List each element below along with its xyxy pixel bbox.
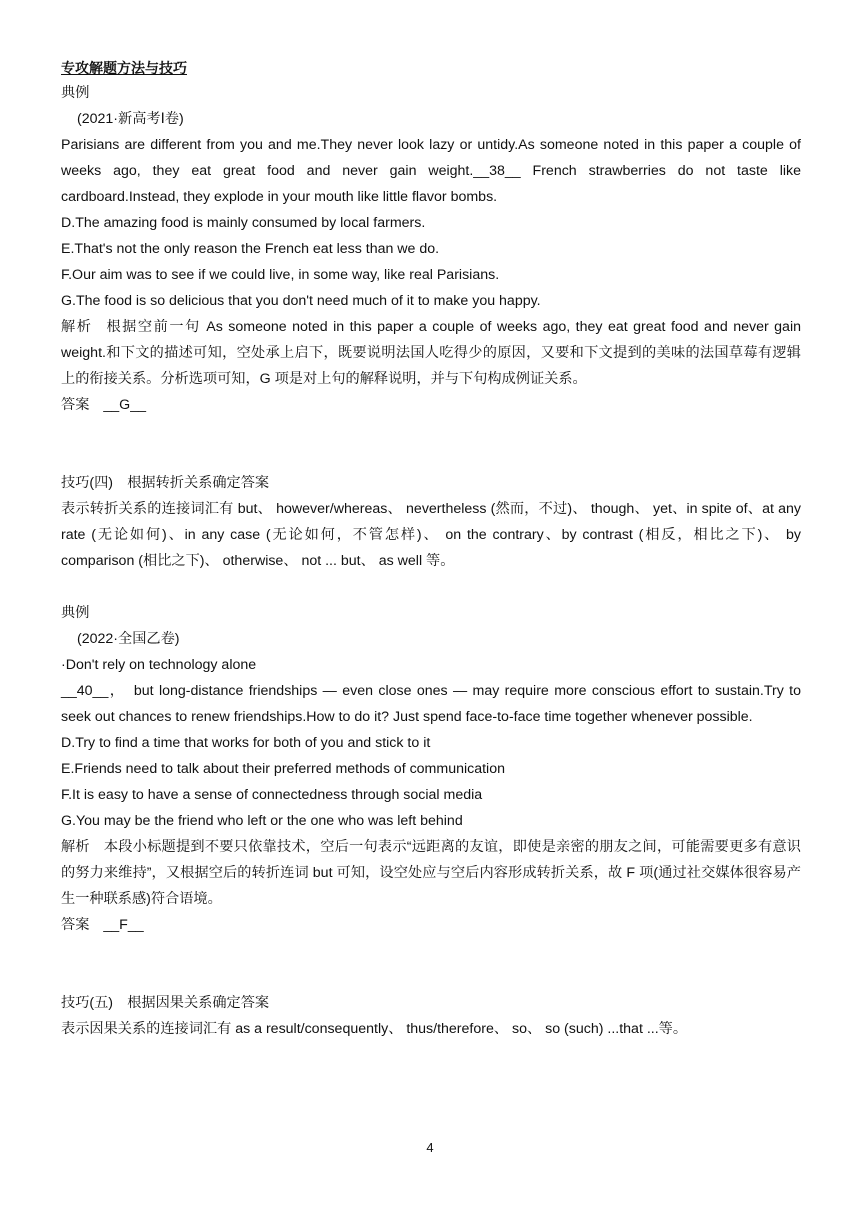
section-title: 专攻解题方法与技巧 (61, 60, 187, 76)
option-e: E.Friends need to talk about their preferred methods of communication (61, 761, 505, 777)
analysis-label: 解析 (61, 839, 90, 855)
answer (61, 392, 801, 418)
option-f: F.It is easy to have a sense of connectedness through social media (61, 787, 483, 803)
tip-body: 表示转折关系的连接词汇有 but、 however/whereas、 nevertheless (然而，不过)、 though、 yet、in spite of、at any rate (无论如何)、in any case (无论如何，不管怎样)、 on the contrary、by contrast (相反，相比之下)、 by comparison (相比之下)、 otherwise、 not ... but、 as well 等。 (61, 501, 801, 569)
analysis-text: 根据空前一句 As someone noted in this paper a couple of weeks ago, they eat great food and never gain weight.和下文的描述可知，空处承上启下，既要说明法国人吃得少的原因，又要和下文提到的美味的法国草莓有逻辑上的衔接关系。分析选项可知，G 项是对上句的解释说明，并与下句构成例证关系。 (61, 319, 801, 387)
analysis (61, 834, 801, 912)
passage: Parisians are different from you and me.They never look lazy or untidy.As someone noted in this paper a couple of weeks ago, they eat great food and never gain weight.__38__ French strawberries do not taste like cardboard.Instead, they explode in your mouth like little flavor bombs. (61, 137, 801, 205)
passage: __40__， but long-distance friendships — even close ones — may require more conscious effort to sustain.Try to seek out chances to renew friendships.How to do it? Just spend face-to-face time together whenever possible. (61, 683, 801, 725)
example-source: (2021·新高考Ⅰ卷) (77, 111, 184, 127)
answer (61, 912, 801, 938)
example-label: 典例 (61, 85, 90, 101)
answer-label: 答案 (61, 397, 90, 413)
tip-title: 技巧(五) 根据因果关系确定答案 (61, 995, 270, 1011)
option-f: F.Our aim was to see if we could live, in some way, like real Parisians. (61, 267, 500, 283)
answer-label: 答案 (61, 917, 90, 933)
option-e: E.That's not the only reason the French eat less than we do. (61, 241, 440, 257)
answer-value: __F__ (103, 917, 144, 933)
option-g: G.You may be the friend who left or the one who was left behind (61, 813, 463, 829)
document-page (61, 52, 801, 1042)
option-d: D.The amazing food is mainly consumed by local farmers. (61, 215, 426, 231)
tip-title: 技巧(四) 根据转折关系确定答案 (61, 475, 270, 491)
example-label: 典例 (61, 605, 90, 621)
analysis-label: 解析 (61, 319, 93, 335)
answer-value: __G__ (103, 397, 146, 413)
option-d: D.Try to find a time that works for both of you and stick to it (61, 735, 431, 751)
analysis (61, 314, 801, 392)
analysis-text: 本段小标题提到不要只依靠技术，空后一句表示“远距离的友谊，即使是亲密的朋友之间，可能需要更多有意识的努力来维持”，又根据空后的转折连词 but 可知，设空处应与空后内容形成转折关系，故 F 项(通过社交媒体很容易产生一种联系感)符合语境。 (61, 839, 801, 907)
option-g: G.The food is so delicious that you don't need much of it to make you happy. (61, 293, 541, 309)
subheading: ·Don't rely on technology alone (61, 657, 257, 673)
page-number: 4 (426, 1140, 434, 1155)
example-source: (2022·全国乙卷) (77, 631, 180, 647)
tip-body: 表示因果关系的连接词汇有 as a result/consequently、 thus/therefore、 so、 so (such) ...that ...等。 (61, 1021, 688, 1037)
